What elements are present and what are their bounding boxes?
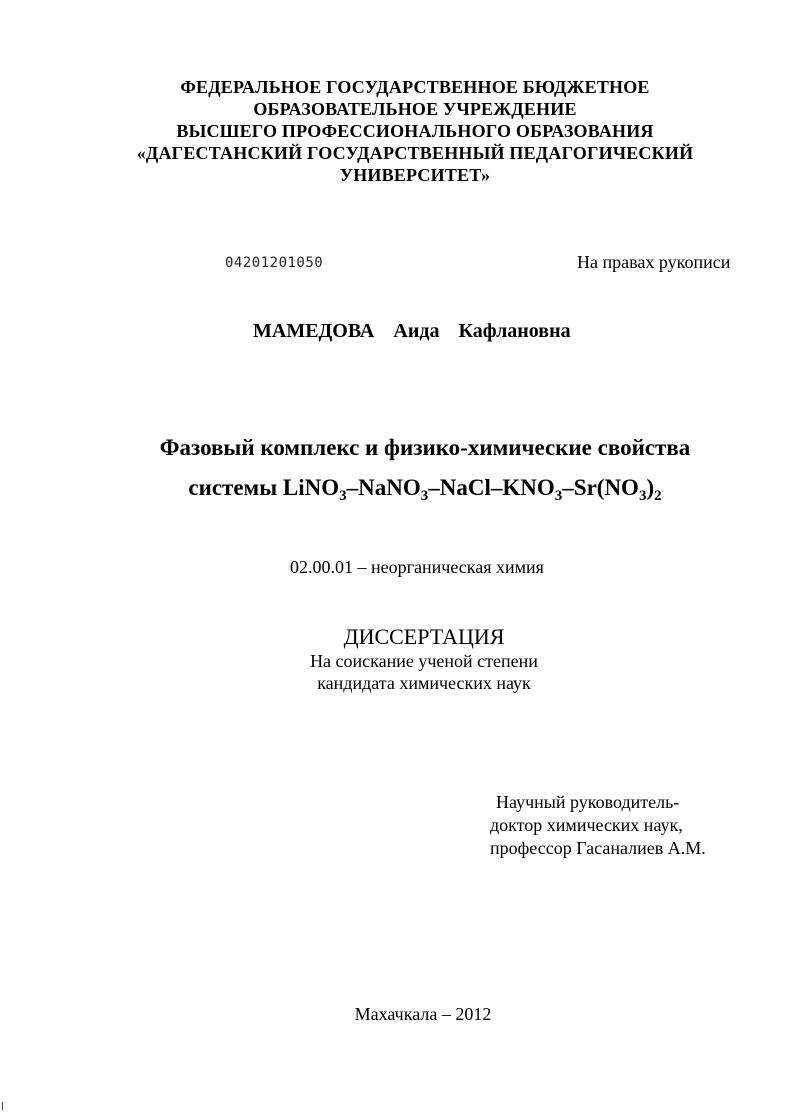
institution-line: «ДАГЕСТАНСКИЙ ГОСУДАРСТВЕННЫЙ ПЕДАГОГИЧЕСКИЙ <box>136 143 694 163</box>
rights-note: На правах рукописи <box>577 252 731 272</box>
institution-header <box>0 76 798 186</box>
institution-line: ОБРАЗОВАТЕЛЬНОЕ УЧРЕЖДЕНИЕ <box>253 99 577 119</box>
formula-part: –NaNO <box>346 475 421 500</box>
supervisor-block <box>490 791 706 860</box>
formula-subscript: 2 <box>654 488 662 504</box>
degree-line-2: кандидата химических наук <box>317 673 531 693</box>
author-surname: МАМЕДОВА <box>253 320 375 342</box>
author-first-name: Аида <box>393 320 440 342</box>
title-line-2 <box>0 468 798 508</box>
formula-part: системы LiNO <box>188 475 340 500</box>
institution-line: УНИВЕРСИТЕТ» <box>339 165 491 185</box>
formula-subscript: 3 <box>554 488 563 504</box>
document-type: ДИССЕРТАЦИЯ <box>343 624 505 649</box>
author-patronymic: Кафлановна <box>458 320 571 342</box>
formula-part: –Sr(NO <box>562 475 639 500</box>
institution-line: ВЫСШЕГО ПРОФЕССИОНАЛЬНОГО ОБРАЗОВАНИЯ <box>176 121 654 141</box>
formula-subscript: 3 <box>638 488 647 504</box>
institution-line: ФЕДЕРАЛЬНОЕ ГОСУДАРСТВЕННОЕ БЮДЖЕТНОЕ <box>180 77 650 97</box>
formula-part: ) <box>646 475 655 500</box>
city-year: Махачкала – 2012 <box>354 1004 492 1024</box>
author-name <box>253 320 585 343</box>
scan-edge-mark <box>2 1102 3 1110</box>
degree-line-1: На соискание ученой степени <box>310 651 538 671</box>
dissertation-title <box>0 428 798 508</box>
formula-part: –NaCl–KNO <box>428 475 555 500</box>
supervisor-degree: доктор химических наук, <box>490 815 683 835</box>
title-line-1: Фазовый комплекс и физико-химические свойства <box>159 435 691 460</box>
formula-subscript: 3 <box>339 488 347 504</box>
supervisor-role: Научный руководитель- <box>496 792 680 812</box>
degree-statement <box>0 650 798 694</box>
formula-subscript: 3 <box>420 488 429 504</box>
specialty-code: 02.00.01 – неорганическая химия <box>290 557 544 577</box>
supervisor-name: профессор Гасаналиев А.М. <box>490 838 706 858</box>
catalog-number: 04201201050 <box>225 255 324 271</box>
